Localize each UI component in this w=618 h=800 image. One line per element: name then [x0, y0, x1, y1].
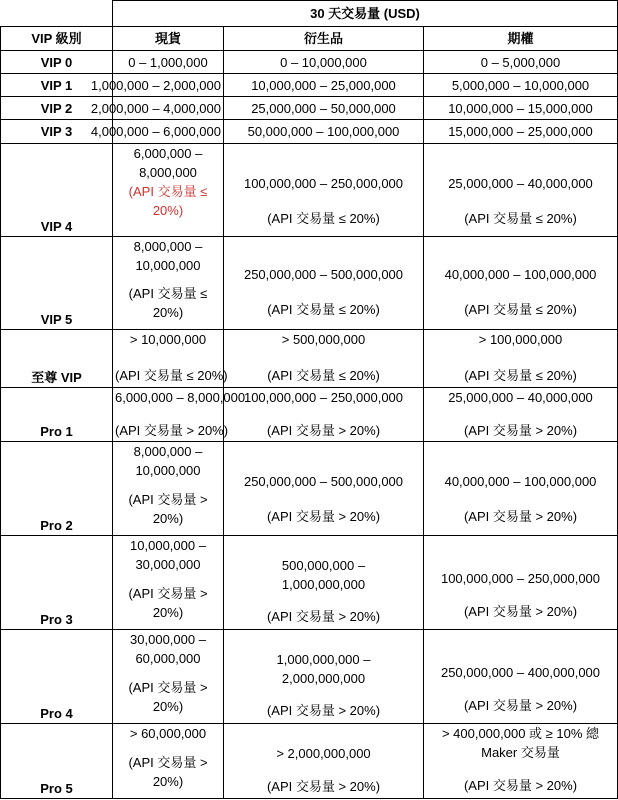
table-row — [1, 51, 618, 74]
spot-range: 6,000,000 – 8,000,000 — [115, 390, 246, 405]
row-options — [424, 330, 618, 388]
deriv-api-note: (API 交易量 ≤ 20%) — [267, 368, 380, 383]
spot-range-line1: 30,000,000 – — [130, 632, 206, 647]
spot-api-note: (API 交易量 ≤ 20%) — [115, 368, 228, 383]
spot-range-line2: 60,000,000 — [135, 651, 201, 666]
spacer — [426, 193, 615, 209]
spacer — [426, 682, 615, 696]
spacer — [426, 407, 615, 421]
deriv-range-line2: 1,000,000,000 — [281, 577, 366, 592]
spot-api-note-line2: 20%) — [152, 699, 184, 714]
spot-api-note-line1: (API 交易量 > — [128, 492, 208, 507]
header-options: 期權 — [424, 27, 618, 51]
row-spot — [113, 536, 224, 630]
row-spot-text: 2,000,000 – 4,000,000 — [90, 100, 221, 116]
row-options: 15,000,000 – 25,000,000 — [424, 120, 618, 144]
row-spot: 0 – 1,000,000 — [113, 51, 224, 74]
row-level: VIP 2 — [1, 97, 113, 120]
row-level: 至尊 VIP — [1, 330, 113, 388]
spot-range-line2: 10,000,000 — [135, 463, 201, 478]
spot-api-note: (API 交易量 > 20%) — [115, 423, 229, 438]
row-spot-text: 4,000,000 – 6,000,000 — [90, 124, 221, 139]
deriv-range: > 2,000,000,000 — [276, 746, 371, 761]
row-derivatives — [224, 330, 424, 388]
spacer — [115, 574, 221, 584]
options-range: 25,000,000 – 40,000,000 — [448, 176, 593, 191]
table-row — [1, 630, 618, 724]
row-options — [424, 630, 618, 724]
spacer — [426, 491, 615, 507]
spot-range-line1: 10,000,000 – — [130, 538, 206, 553]
options-api-note: (API 交易量 > 20%) — [463, 778, 578, 793]
row-level: Pro 1 — [1, 388, 113, 442]
spacer — [115, 668, 221, 678]
spot-range-line1: 8,000,000 – — [133, 239, 203, 254]
options-range: > 100,000,000 — [478, 332, 563, 347]
spacer — [115, 275, 221, 284]
spot-range-line2: 10,000,000 — [135, 258, 201, 273]
header-30day-volume: 30 天交易量 (USD) — [113, 1, 618, 27]
row-spot — [113, 724, 224, 799]
row-level: Pro 2 — [1, 442, 113, 536]
row-derivatives: 50,000,000 – 100,000,000 — [224, 120, 424, 144]
spot-range-line1: 6,000,000 – — [133, 146, 203, 161]
options-api-note: (API 交易量 > 20%) — [463, 698, 578, 713]
spot-api-note-line2: 20%) — [152, 203, 184, 218]
spacer — [426, 284, 615, 300]
spot-api-note-line1: (API 交易量 > — [128, 586, 208, 601]
row-derivatives: 10,000,000 – 25,000,000 — [224, 74, 424, 97]
row-derivatives — [224, 237, 424, 330]
spot-api-note-line1: (API 交易量 ≤ — [128, 184, 208, 199]
row-level: VIP 1 — [1, 74, 113, 97]
row-derivatives — [224, 630, 424, 724]
table-row — [1, 388, 618, 442]
row-spot-text: 1,000,000 – 2,000,000 — [90, 77, 221, 93]
table-row — [1, 237, 618, 330]
row-spot — [113, 330, 228, 388]
spot-api-note-line2: 20%) — [152, 605, 184, 620]
table-row — [1, 74, 618, 97]
row-spot — [90, 97, 224, 120]
row-level: Pro 4 — [1, 630, 113, 724]
row-options — [424, 144, 618, 237]
deriv-range-line1: 500,000,000 – — [281, 558, 366, 573]
spot-api-note-line2: 20%) — [152, 305, 184, 320]
deriv-range: > 500,000,000 — [281, 332, 366, 347]
table-row — [1, 442, 618, 536]
row-derivatives — [224, 442, 424, 536]
row-spot — [113, 630, 224, 724]
row-spot — [113, 144, 224, 237]
table-header-row — [1, 27, 618, 51]
row-options: 10,000,000 – 15,000,000 — [424, 97, 618, 120]
row-options — [424, 442, 618, 536]
deriv-range: 250,000,000 – 500,000,000 — [243, 474, 404, 489]
row-derivatives: 25,000,000 – 50,000,000 — [224, 97, 424, 120]
spacer — [426, 762, 615, 776]
options-api-note: (API 交易量 > 20%) — [463, 604, 578, 619]
spacer — [226, 284, 421, 300]
row-spot — [90, 120, 224, 144]
spacer — [426, 588, 615, 602]
spacer — [426, 349, 615, 366]
deriv-range-line1: 1,000,000,000 – — [276, 652, 371, 667]
row-derivatives — [224, 144, 424, 237]
row-derivatives — [224, 388, 424, 442]
spot-range: > 10,000,000 — [129, 332, 207, 347]
row-spot — [113, 442, 224, 536]
spacer — [115, 407, 221, 421]
table-row — [1, 330, 618, 388]
table-row — [1, 144, 618, 237]
table-row — [1, 97, 618, 120]
options-range: 100,000,000 – 250,000,000 — [440, 571, 601, 586]
header-empty-cell — [1, 1, 113, 27]
row-spot — [113, 237, 224, 330]
deriv-api-note: (API 交易量 > 20%) — [266, 703, 381, 718]
table-row — [1, 724, 618, 799]
row-derivatives — [224, 536, 424, 630]
options-api-note: (API 交易量 > 20%) — [463, 509, 578, 524]
spot-api-note-line1: (API 交易量 > — [128, 755, 208, 770]
spacer — [115, 480, 221, 490]
spacer — [226, 491, 421, 507]
row-derivatives — [224, 724, 424, 799]
row-level: Pro 3 — [1, 536, 113, 630]
table-row — [1, 536, 618, 630]
row-spot — [113, 388, 246, 442]
row-options — [424, 724, 618, 799]
options-api-note: (API 交易量 ≤ 20%) — [464, 211, 577, 226]
table-header-group-row — [1, 1, 618, 27]
deriv-api-note: (API 交易量 > 20%) — [266, 423, 381, 438]
header-derivatives: 衍生品 — [224, 27, 424, 51]
row-options — [424, 237, 618, 330]
options-api-note: (API 交易量 > 20%) — [463, 423, 578, 438]
deriv-api-note: (API 交易量 ≤ 20%) — [267, 211, 380, 226]
spacer — [226, 688, 421, 701]
options-range: 40,000,000 – 100,000,000 — [444, 474, 597, 489]
spot-api-note-line2: 20%) — [152, 511, 184, 526]
options-range-line2: Maker 交易量 — [481, 745, 560, 760]
options-api-note: (API 交易量 ≤ 20%) — [464, 368, 577, 383]
spot-range-line2: 8,000,000 — [139, 165, 197, 180]
spacer — [226, 407, 421, 421]
row-derivatives: 0 – 10,000,000 — [224, 51, 424, 74]
options-range: 40,000,000 – 100,000,000 — [444, 267, 597, 282]
spot-range: > 60,000,000 — [129, 726, 207, 741]
options-range: 25,000,000 – 40,000,000 — [448, 390, 593, 405]
spacer — [226, 193, 421, 209]
options-range: 250,000,000 – 400,000,000 — [440, 665, 601, 680]
header-vip-level: VIP 級別 — [1, 27, 113, 51]
header-spot: 現貨 — [113, 27, 224, 51]
deriv-range: 100,000,000 – 250,000,000 — [243, 176, 404, 191]
deriv-range: 100,000,000 – 250,000,000 — [243, 390, 404, 405]
spacer — [115, 349, 221, 366]
row-options: 0 – 5,000,000 — [424, 51, 618, 74]
spot-api-note-line2: 20%) — [152, 774, 184, 789]
row-level: VIP 5 — [1, 237, 113, 330]
row-level: Pro 5 — [1, 724, 113, 799]
options-api-note: (API 交易量 ≤ 20%) — [464, 302, 577, 317]
deriv-api-note: (API 交易量 > 20%) — [266, 609, 381, 624]
options-range-line1: > 400,000,000 或 ≥ 10% 總 — [441, 726, 600, 741]
deriv-api-note: (API 交易量 > 20%) — [266, 779, 381, 794]
spacer — [226, 349, 421, 366]
row-level: VIP 4 — [1, 144, 113, 237]
row-spot — [90, 74, 224, 97]
row-level: VIP 0 — [1, 51, 113, 74]
spacer — [115, 743, 221, 753]
spacer — [226, 763, 421, 777]
row-level: VIP 3 — [1, 120, 113, 144]
spot-range-line2: 30,000,000 — [135, 557, 201, 572]
row-options: 5,000,000 – 10,000,000 — [424, 74, 618, 97]
spot-api-note-line1: (API 交易量 > — [128, 680, 208, 695]
row-options — [424, 536, 618, 630]
deriv-range-line2: 2,000,000,000 — [281, 671, 366, 686]
deriv-api-note: (API 交易量 > 20%) — [266, 509, 381, 524]
spot-range-line1: 8,000,000 – — [133, 444, 203, 459]
deriv-api-note: (API 交易量 ≤ 20%) — [267, 302, 380, 317]
table-row — [1, 120, 618, 144]
spacer — [226, 594, 421, 607]
deriv-range: 250,000,000 – 500,000,000 — [243, 267, 404, 282]
row-options — [424, 388, 618, 442]
spot-api-note-line1: (API 交易量 ≤ — [128, 286, 208, 301]
